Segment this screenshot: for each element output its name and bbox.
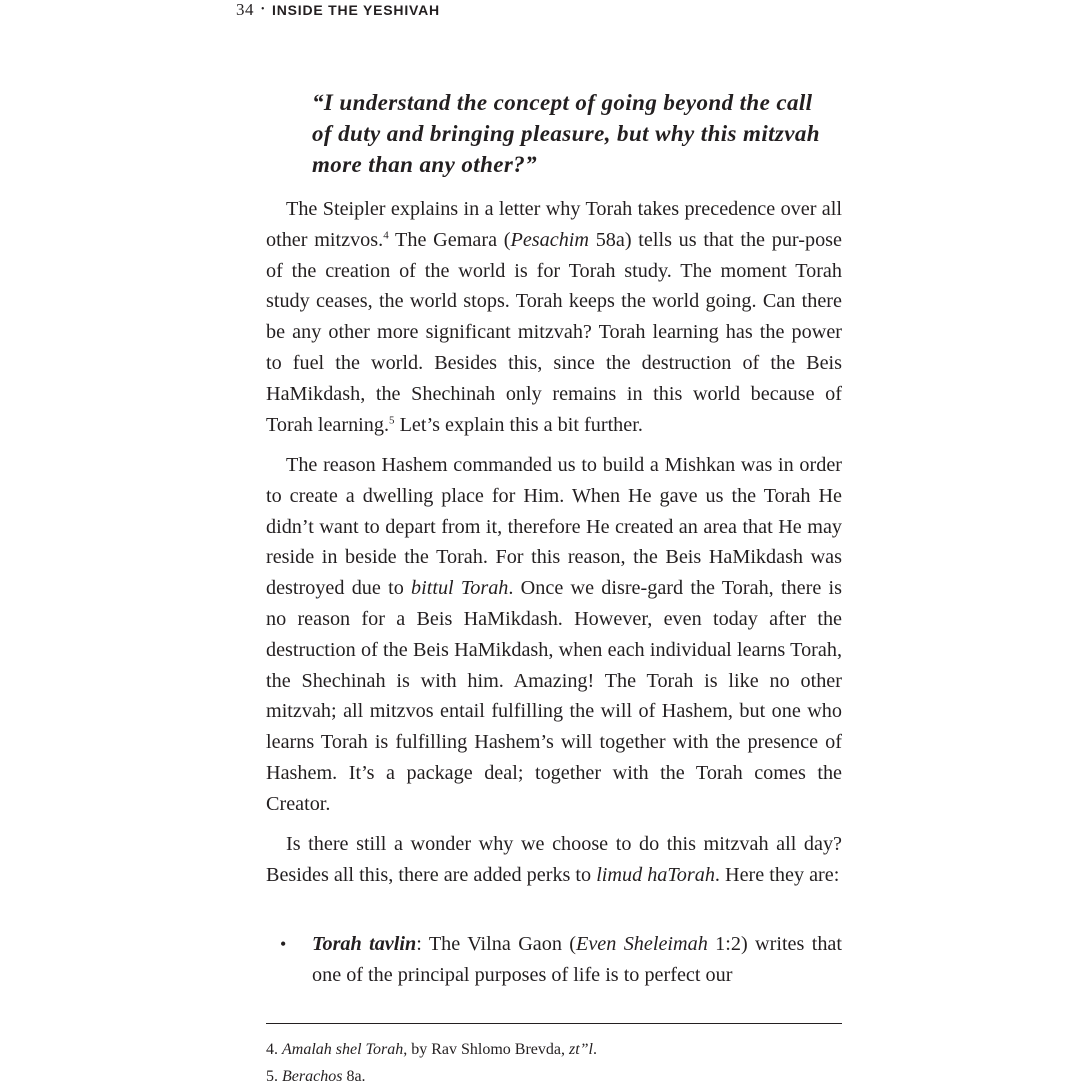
footnote-source: Berachos <box>282 1068 343 1085</box>
book-title: INSIDE THE YESHIVAH <box>272 2 440 18</box>
text-run: The reason Hashem commanded us to build a Mishkan was in order to create a dwelling place for Him. When He gave us the Torah He didn’t want to depart from it, therefore He created an area that He may reside in beside the Torah. For this reason, the Beis HaMikdash was destroyed due to <box>266 454 842 600</box>
text-run: . Once we disre-gard the Torah, there is no reason for a Beis HaMikdash. However, even today after the destruction of the Beis HaMikdash, when each individual learns Torah, the Shechinah is with him. Amazing! The Torah is like no other mitzvah; all mitzvos entail fulfilling the will of Hashem, but one who learns Torah is fulfilling Hashem’s will together with the presence of Hashem. It’s a package deal; together with the Torah comes the Creator. <box>266 577 842 815</box>
footnote-divider <box>266 1023 842 1024</box>
text-run: : The Vilna Gaon ( <box>416 933 576 955</box>
text-run: Is there still a wonder why we choose to do this mitzvah all day? Besides all this, there are added perks to <box>266 833 842 886</box>
bullet-term: Torah tavlin <box>312 933 417 955</box>
footnote-end: . <box>592 1041 597 1058</box>
text-run: 58a) tells us that the pur-pose of the creation of the world is for Torah study. The moment Torah study ceases, the world stops. Torah keeps the world going. Can there be any other more significant mitzvah? Torah learning has the power to fuel the world. Besides this, since the destruction of the Beis HaMikdash, the Shechinah only remains in this world because of Torah learning. <box>266 228 842 436</box>
running-head <box>236 0 440 20</box>
text-run: 1:2) writes that one of the principal purposes of life is to perfect our <box>312 933 842 986</box>
footnote-number: 5. <box>266 1068 282 1085</box>
footnote-source: Amalah shel Torah <box>282 1041 404 1058</box>
paragraph-1 <box>266 194 842 440</box>
paragraph-2 <box>266 450 842 820</box>
text-run: The Gemara ( <box>388 228 511 251</box>
footnote-number: 4. <box>266 1041 282 1058</box>
running-head-separator: • <box>261 4 266 15</box>
footnote-reference: 4 <box>383 229 389 242</box>
bullet-marker: • <box>280 934 287 954</box>
footnote-4 <box>266 1036 842 1063</box>
text-run: . Here they are: <box>714 863 840 886</box>
text-run: The Steipler explains in a letter why Torah takes precedence over all other mitzvos. <box>266 198 842 251</box>
footnote-reference: 5 <box>389 413 395 426</box>
text-run: Let’s explain this a bit further. <box>394 413 643 436</box>
page-number: 34 <box>236 0 254 19</box>
italic-text: Even Sheleimah <box>576 933 708 955</box>
bullet-item <box>266 929 842 991</box>
pull-quote: “I understand the concept of going beyond the call of duty and bringing pleasure, but why this mitzvah more than any other?” <box>312 90 820 177</box>
bullet-text <box>312 929 842 991</box>
footnotes <box>266 1036 842 1090</box>
footnote-text: , by Rav Shlomo Brevda, <box>403 1041 569 1058</box>
footnote-text: 8a. <box>342 1068 366 1085</box>
footnote-honorific: zt”l <box>568 1041 593 1058</box>
italic-text: Pesachim <box>510 228 589 251</box>
paragraph-3 <box>266 829 842 891</box>
italic-text: bittul Torah <box>411 577 509 600</box>
italic-text: limud haTorah <box>596 863 715 886</box>
footnote-5 <box>266 1063 842 1090</box>
